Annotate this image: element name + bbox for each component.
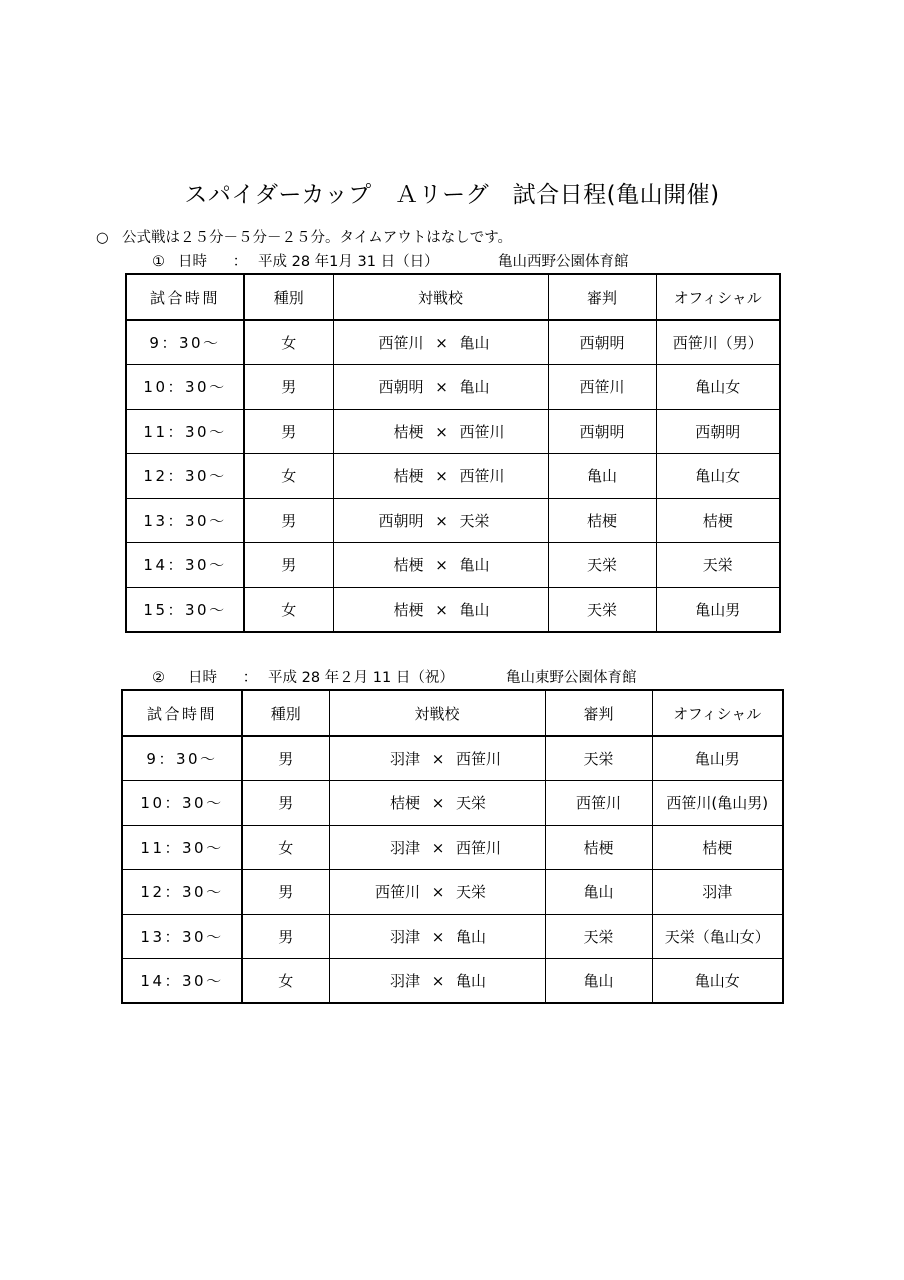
team-b: 西笹川 [456,838,502,857]
referee-cell: 天栄 [548,587,656,632]
table-row [122,825,783,870]
type-cell: 男 [242,914,329,959]
vs-mark: × [431,794,445,813]
team-a: 羽津 [389,927,420,946]
type-cell: 男 [242,736,329,781]
time-cell: 13：30～ [126,498,244,543]
time-cell: 13：30～ [122,914,242,959]
vs-mark: × [435,467,448,486]
team-b: 西笹川 [459,422,505,441]
session1-date-line [152,250,629,271]
time-cell: 15：30～ [126,587,244,632]
table-header-row [122,690,783,736]
official-cell: 天栄（亀山女） [652,914,783,959]
session1-label: 日時 [178,254,207,270]
referee-cell: 亀山 [548,454,656,499]
match-cell [329,914,545,959]
team-a: 桔梗 [393,422,424,441]
time-cell: 12：30～ [126,454,244,499]
time-cell: 11：30～ [122,825,242,870]
team-b: 亀山 [456,927,487,946]
circle-bullet: ○ [96,230,109,246]
team-a: 桔梗 [389,794,420,813]
referee-cell: 亀山 [545,870,652,915]
table-row [126,454,780,499]
time-cell: 9：30～ [126,320,244,365]
match-cell [333,498,548,543]
team-a: 西笹川 [378,334,424,352]
vs-mark: × [431,927,445,946]
referee-cell: 桔梗 [548,498,656,543]
official-cell: 亀山女 [652,959,783,1004]
header-referee: 審判 [545,690,652,736]
match-cell [333,543,548,588]
rules-note-text: 公式戦は２５分－５分－２５分。タイムアウトはなしです。 [122,230,513,246]
type-cell: 男 [242,870,329,915]
official-cell: 羽津 [652,870,783,915]
type-cell: 女 [242,825,329,870]
type-cell: 男 [244,409,333,454]
vs-mark: × [435,378,448,397]
header-official: オフィシャル [656,274,780,320]
vs-mark: × [435,556,448,575]
match-cell [333,365,548,410]
session2-label: 日時 [188,670,217,686]
team-b: 西笹川 [459,467,505,486]
type-cell: 男 [244,365,333,410]
match-cell [329,736,545,781]
header-time: 試合時間 [126,274,244,320]
referee-cell: 桔梗 [545,825,652,870]
session1-table [125,273,781,633]
team-b: 亀山 [459,378,490,397]
match-cell [329,781,545,826]
team-a: 羽津 [389,838,420,857]
table-row [126,587,780,632]
referee-cell: 西笹川 [548,365,656,410]
type-cell: 女 [244,320,333,365]
vs-mark: × [431,838,445,857]
official-cell: 西朝明 [656,409,780,454]
time-cell: 14：30～ [126,543,244,588]
header-referee: 審判 [548,274,656,320]
type-cell: 男 [242,781,329,826]
match-cell [329,870,545,915]
time-cell: 9：30～ [122,736,242,781]
header-time: 試合時間 [122,690,242,736]
vs-mark: × [435,511,448,530]
match-cell [333,587,548,632]
table-row [122,870,783,915]
table-row [126,498,780,543]
team-a: 桔梗 [393,467,424,486]
header-match: 対戦校 [333,274,548,320]
table-header-row [126,274,780,320]
official-cell: 亀山女 [656,365,780,410]
referee-cell: 天栄 [545,736,652,781]
team-a: 桔梗 [393,556,424,575]
match-cell [333,409,548,454]
table-row [126,543,780,588]
header-type: 種別 [242,690,329,736]
table-row [126,365,780,410]
table-row [122,781,783,826]
type-cell: 男 [244,498,333,543]
team-a: 西朝明 [378,511,424,530]
table-row [126,409,780,454]
match-cell [329,825,545,870]
official-cell: 桔梗 [656,498,780,543]
time-cell: 14：30～ [122,959,242,1004]
page-title: スパイダーカップ Ａリーグ 試合日程(亀山開催) [184,182,720,208]
type-cell: 女 [242,959,329,1004]
time-cell: 11：30～ [126,409,244,454]
match-cell [333,320,548,365]
vs-mark: × [435,600,448,619]
type-cell: 女 [244,454,333,499]
table-row [122,736,783,781]
table-row [122,959,783,1004]
header-match: 対戦校 [329,690,545,736]
team-b: 天栄 [456,794,487,813]
type-cell: 女 [244,587,333,632]
referee-cell: 亀山 [545,959,652,1004]
session2-date-line [152,666,637,687]
referee-cell: 西朝明 [548,320,656,365]
team-a: 羽津 [389,972,420,990]
time-cell: 12：30～ [122,870,242,915]
vs-mark: × [431,883,445,902]
vs-mark: × [431,750,445,768]
session1-colon: ： [232,254,248,270]
team-a: 西笹川 [374,883,420,902]
team-b: 天栄 [459,511,490,530]
match-cell [333,454,548,499]
team-b: 亀山 [459,600,490,619]
type-cell: 男 [244,543,333,588]
session2-colon: ： [242,670,258,686]
official-cell: 西笹川(亀山男) [652,781,783,826]
time-cell: 10：30～ [126,365,244,410]
vs-mark: × [435,422,448,441]
session2-table [121,689,784,1004]
table-row [126,320,780,365]
referee-cell: 天栄 [545,914,652,959]
vs-mark: × [431,972,445,990]
official-cell: 桔梗 [652,825,783,870]
session1-date: 平成 28 年1月 31 日（日） [258,254,439,270]
official-cell: 亀山男 [656,587,780,632]
team-a: 桔梗 [393,600,424,619]
official-cell: 亀山女 [656,454,780,499]
match-cell [329,959,545,1004]
referee-cell: 天栄 [548,543,656,588]
referee-cell: 西朝明 [548,409,656,454]
official-cell: 亀山男 [652,736,783,781]
header-type: 種別 [244,274,333,320]
session2-date: 平成 28 年２月 11 日（祝） [268,670,454,686]
session1-number: ① [152,254,165,270]
referee-cell: 西笹川 [545,781,652,826]
session2-number: ② [152,670,165,686]
vs-mark: × [435,334,448,352]
rules-note [96,226,512,247]
header-official: オフィシャル [652,690,783,736]
table-row [122,914,783,959]
session2-venue: 亀山東野公園体育館 [506,670,637,686]
team-a: 羽津 [389,750,420,768]
time-cell: 10：30～ [122,781,242,826]
session1-venue: 亀山西野公園体育館 [498,254,629,270]
team-a: 西朝明 [378,378,424,397]
team-b: 西笹川 [456,750,502,768]
team-b: 天栄 [456,883,487,902]
team-b: 亀山 [459,334,490,352]
official-cell: 天栄 [656,543,780,588]
team-b: 亀山 [459,556,490,575]
team-b: 亀山 [456,972,487,990]
official-cell: 西笹川（男） [656,320,780,365]
